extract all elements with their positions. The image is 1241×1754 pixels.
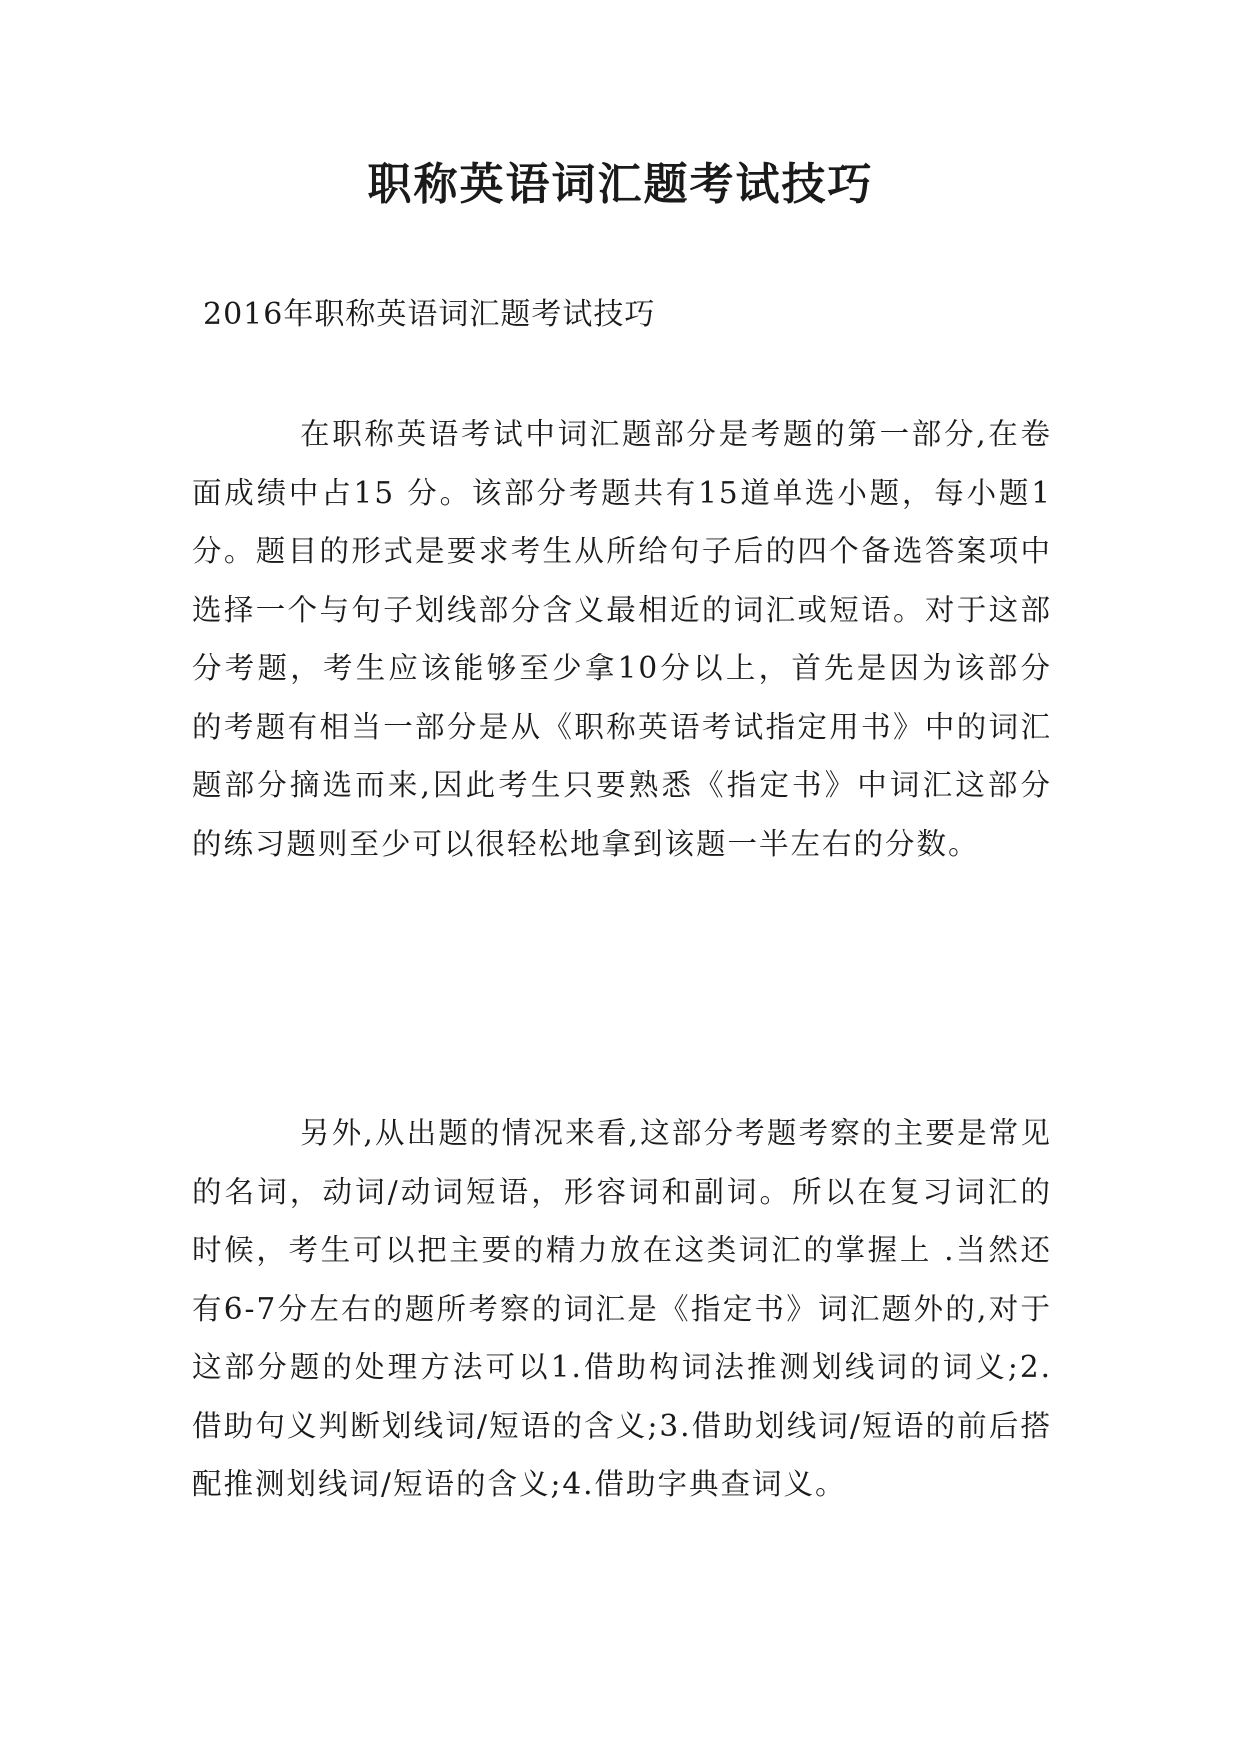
document-subtitle: 2016年职称英语词汇题考试技巧 <box>203 297 656 332</box>
body-paragraph-1: 在职称英语考试中词汇题部分是考题的第一部分,在卷面成绩中占15 分。该部分考题共有15道单选小题，每小题1分。题目的形式是要求考生从所给句子后的四个备选答案项中选择一个与句子划线部分含义最相近的词汇或短语。对于这部分考题，考生应该能够至少拿10分以上，首先是因为该部分的考题有相当一部分是从《职称英语考试指定用书》中的词汇题部分摘选而来,因此考生只要熟悉《指定书》中词汇这部分的练习题则至少可以很轻松地拿到该题一半左右的分数。 <box>192 417 1052 861</box>
document-title: 职称英语词汇题考试技巧 <box>367 159 874 210</box>
body-paragraph-2: 另外,从出题的情况来看,这部分考题考察的主要是常见的名词，动词/动词短语，形容词和副词。所以在复习词汇的时候，考生可以把主要的精力放在这类词汇的掌握上 .当然还有6-7分左右的题所考察的词汇是《指定书》词汇题外的,对于这部分题的处理方法可以1.借助构词法推测划线词的词义;2.借助句义判断划线词/短语的含义;3.借助划线词/短语的前后搭配推测划线词/短语的含义;4.借助字典查词义。 <box>192 1116 1052 1501</box>
